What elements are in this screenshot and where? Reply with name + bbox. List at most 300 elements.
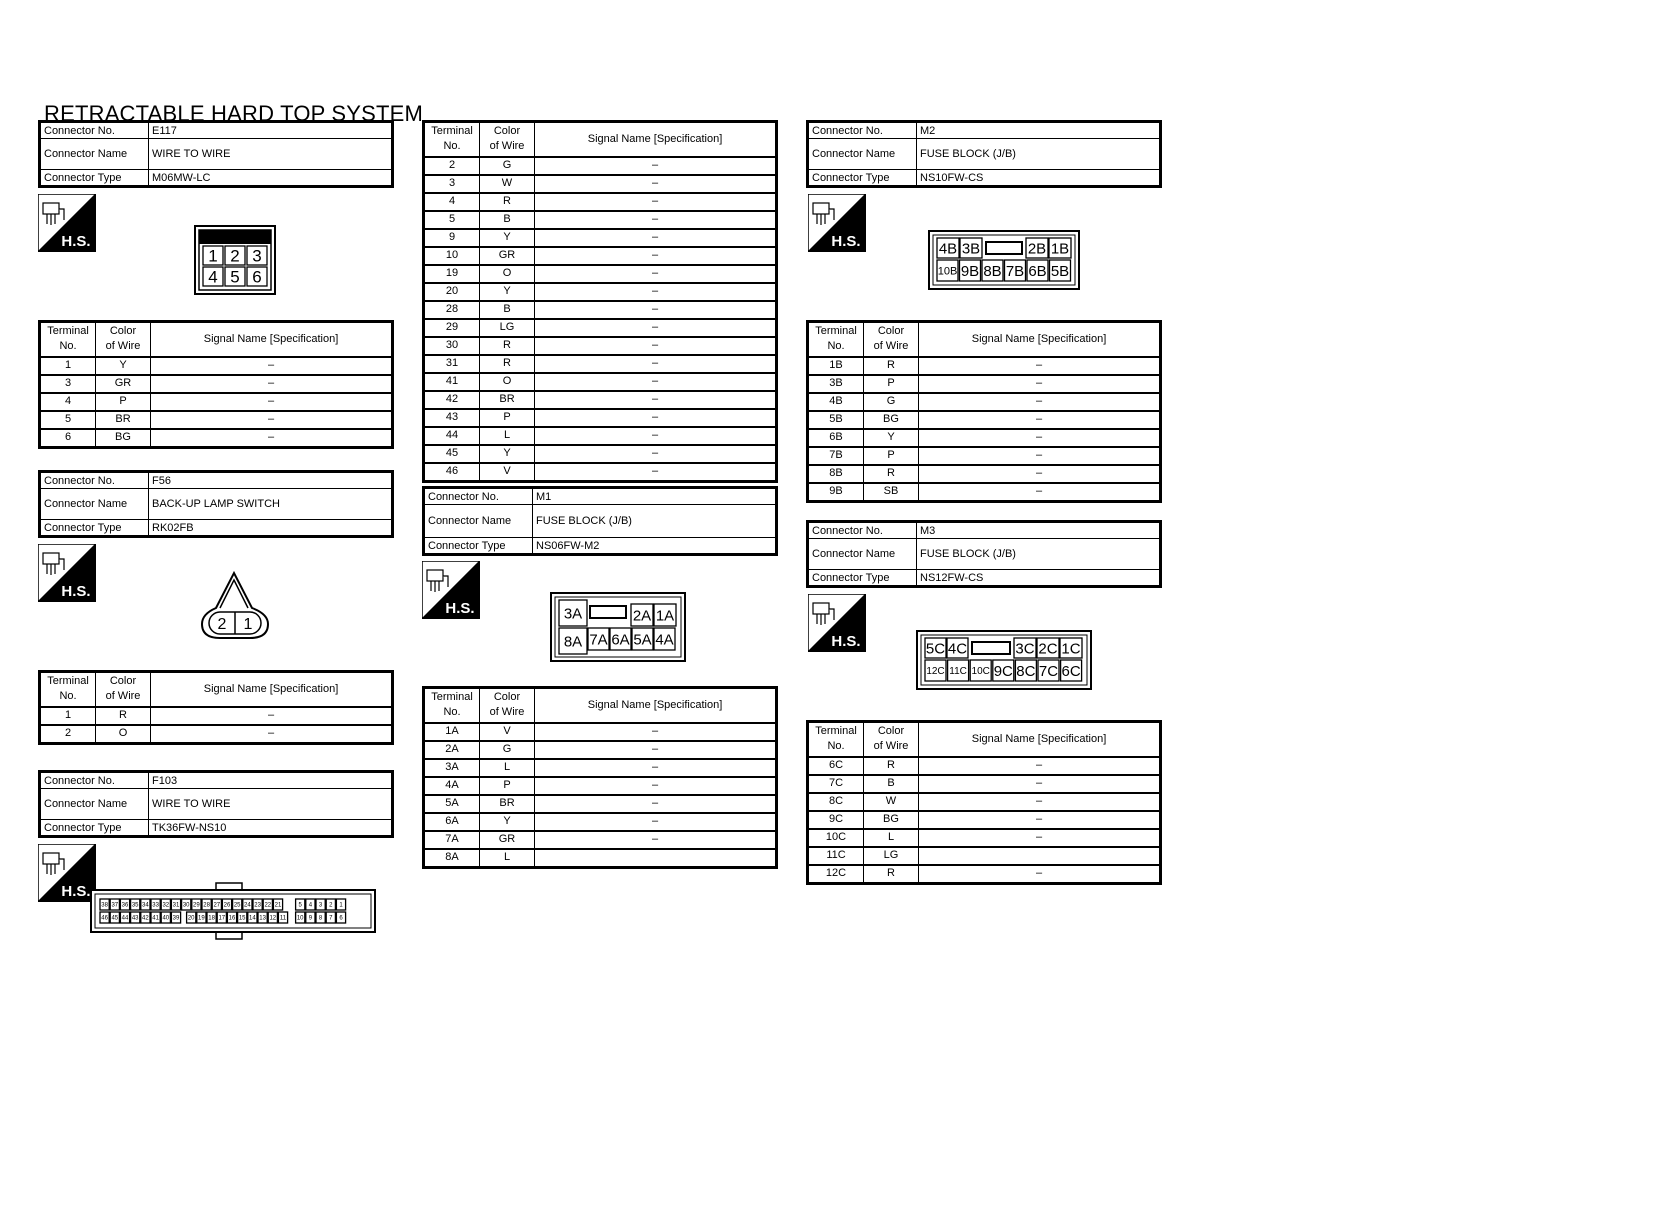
signal-name: – bbox=[151, 375, 392, 393]
connector-diagram-m2 bbox=[928, 230, 1080, 295]
terminal-no-header-2: No. bbox=[827, 340, 845, 353]
pin-label: 1A bbox=[655, 607, 675, 625]
pin-label: 32 bbox=[162, 902, 170, 909]
wire-color: GR bbox=[480, 831, 535, 849]
pin-label: 13 bbox=[259, 915, 266, 922]
label-connector-type: Connector Type bbox=[809, 570, 917, 586]
wire-color: W bbox=[864, 793, 919, 811]
signal-name: – bbox=[535, 337, 776, 355]
connector-type: NS06FW-M2 bbox=[533, 538, 776, 554]
connector-info-f56 bbox=[38, 470, 394, 538]
signal-name: – bbox=[919, 483, 1160, 501]
wire-color: B bbox=[480, 211, 535, 229]
wire-color: Y bbox=[480, 813, 535, 831]
connector-type: RK02FB bbox=[149, 520, 392, 536]
wire-color: G bbox=[480, 157, 535, 175]
wire-color: L bbox=[864, 829, 919, 847]
signal-name: – bbox=[919, 793, 1160, 811]
terminal-no: 6B bbox=[809, 429, 864, 447]
signal-name: – bbox=[535, 265, 776, 283]
terminal-no: 2 bbox=[425, 157, 480, 175]
hs-label: H.S. bbox=[61, 883, 91, 900]
wire-color: L bbox=[480, 849, 535, 867]
pin-label: 2C bbox=[1038, 640, 1058, 658]
terminal-no: 7A bbox=[425, 831, 480, 849]
wire-color: GR bbox=[480, 247, 535, 265]
pin-label: 18 bbox=[208, 915, 215, 922]
connector-type: NS12FW-CS bbox=[917, 570, 1160, 586]
pin-label: 35 bbox=[131, 902, 139, 909]
terminal-no-header: Terminal bbox=[47, 675, 89, 688]
table-row bbox=[809, 393, 1160, 411]
table-row bbox=[41, 357, 392, 375]
connector-diagram-m1 bbox=[550, 592, 686, 667]
table-row bbox=[425, 723, 776, 741]
terminal-no: 4 bbox=[425, 193, 480, 211]
hs-label: H.S. bbox=[61, 233, 91, 250]
terminal-no: 30 bbox=[425, 337, 480, 355]
hs-label: H.S. bbox=[831, 633, 861, 650]
pin-label: 8C bbox=[1016, 662, 1036, 680]
pin-label: 12C bbox=[926, 666, 945, 678]
terminal-no: 1A bbox=[425, 723, 480, 741]
signal-name: – bbox=[535, 463, 776, 481]
wire-color: R bbox=[864, 357, 919, 375]
pin-label: 19 bbox=[198, 915, 205, 922]
terminal-no: 41 bbox=[425, 373, 480, 391]
pin-label: 9C bbox=[993, 662, 1013, 680]
label-connector-no: Connector No. bbox=[425, 489, 533, 505]
terminal-no: 46 bbox=[425, 463, 480, 481]
signal-name: – bbox=[535, 283, 776, 301]
pin-label: 6 bbox=[339, 915, 343, 922]
terminal-no: 6C bbox=[809, 757, 864, 775]
table-row bbox=[41, 707, 392, 725]
connector-info-m3 bbox=[806, 520, 1162, 588]
signal-name: – bbox=[535, 795, 776, 813]
signal-name: – bbox=[535, 175, 776, 193]
table-row bbox=[809, 447, 1160, 465]
table-row bbox=[425, 229, 776, 247]
table-row bbox=[425, 741, 776, 759]
table-row bbox=[425, 355, 776, 373]
table-row bbox=[809, 775, 1160, 793]
pin-label: 2 bbox=[217, 616, 227, 633]
terminal-no-header: Terminal bbox=[431, 691, 473, 704]
pin-label: 36 bbox=[121, 902, 129, 909]
table-row bbox=[809, 375, 1160, 393]
terminal-no: 5 bbox=[425, 211, 480, 229]
wire-color: O bbox=[480, 373, 535, 391]
pin-label: 45 bbox=[111, 915, 119, 922]
color-header: Color bbox=[109, 325, 137, 338]
signal-name: – bbox=[919, 829, 1160, 847]
pin-label: 4 bbox=[208, 267, 218, 287]
color-header-2: of Wire bbox=[105, 690, 141, 703]
terminal-no: 3 bbox=[425, 175, 480, 193]
table-row bbox=[425, 265, 776, 283]
table-row bbox=[809, 411, 1160, 429]
wire-color: O bbox=[480, 265, 535, 283]
table-row bbox=[425, 319, 776, 337]
label-connector-no: Connector No. bbox=[41, 123, 149, 139]
signal-header: Signal Name [Specification] bbox=[535, 689, 776, 723]
label-connector-type: Connector Type bbox=[41, 820, 149, 836]
wire-color: R bbox=[864, 757, 919, 775]
signal-name: – bbox=[919, 393, 1160, 411]
signal-name: – bbox=[535, 319, 776, 337]
page-title: RETRACTABLE HARD TOP SYSTEM bbox=[44, 101, 424, 126]
pin-label: 15 bbox=[238, 915, 246, 922]
pin-label: 4C bbox=[947, 640, 968, 658]
wire-color: SB bbox=[864, 483, 919, 501]
pin-label: 8 bbox=[318, 915, 323, 922]
wire-color: R bbox=[480, 193, 535, 211]
signal-name: – bbox=[919, 465, 1160, 483]
label-connector-no: Connector No. bbox=[41, 773, 149, 789]
signal-name: – bbox=[535, 813, 776, 831]
signal-name: – bbox=[919, 357, 1160, 375]
signal-name: – bbox=[535, 777, 776, 795]
wire-color: Y bbox=[864, 429, 919, 447]
table-row bbox=[41, 429, 392, 447]
signal-name: – bbox=[535, 759, 776, 777]
signal-header: Signal Name [Specification] bbox=[919, 723, 1160, 757]
connector-type: TK36FW-NS10 bbox=[149, 820, 392, 836]
terminal-no: 44 bbox=[425, 427, 480, 445]
label-connector-no: Connector No. bbox=[809, 523, 917, 539]
wire-color: P bbox=[864, 447, 919, 465]
wire-color: GR bbox=[96, 375, 151, 393]
signal-name: – bbox=[919, 447, 1160, 465]
signal-header: Signal Name [Specification] bbox=[151, 323, 392, 357]
table-row bbox=[425, 337, 776, 355]
table-row bbox=[809, 847, 1160, 865]
terminal-no: 31 bbox=[425, 355, 480, 373]
table-row bbox=[809, 757, 1160, 775]
table-row bbox=[809, 429, 1160, 447]
terminal-no: 12C bbox=[809, 865, 864, 883]
color-header: Color bbox=[493, 691, 521, 704]
terminal-no: 7C bbox=[809, 775, 864, 793]
table-row bbox=[425, 831, 776, 849]
label-connector-type: Connector Type bbox=[41, 170, 149, 186]
table-row bbox=[425, 813, 776, 831]
hs-label: H.S. bbox=[61, 583, 91, 600]
terminal-no: 6A bbox=[425, 813, 480, 831]
terminal-no: 3A bbox=[425, 759, 480, 777]
table-row bbox=[809, 483, 1160, 501]
pin-label: 30 bbox=[182, 902, 190, 909]
terminal-no: 4B bbox=[809, 393, 864, 411]
table-row bbox=[425, 427, 776, 445]
pin-label: 24 bbox=[244, 902, 251, 909]
terminal-no: 8B bbox=[809, 465, 864, 483]
terminal-no-header-2: No. bbox=[443, 706, 461, 719]
pin-label: 16 bbox=[228, 915, 236, 922]
wire-color: L bbox=[480, 759, 535, 777]
pin-label: 8B bbox=[983, 262, 1002, 280]
terminal-no: 8A bbox=[425, 849, 480, 867]
pin-label: 2A bbox=[632, 607, 652, 625]
terminal-no: 42 bbox=[425, 391, 480, 409]
connector-info-m1 bbox=[422, 486, 778, 556]
color-header-2: of Wire bbox=[105, 340, 141, 353]
terminal-no-header-2: No. bbox=[59, 340, 77, 353]
wire-color: B bbox=[864, 775, 919, 793]
pin-label: 25 bbox=[233, 902, 241, 909]
signal-name: – bbox=[151, 429, 392, 447]
signal-name: – bbox=[535, 391, 776, 409]
terminal-no-header: Terminal bbox=[815, 325, 857, 338]
pin-label: 2 bbox=[230, 246, 240, 266]
pin-label: 29 bbox=[193, 902, 200, 909]
signal-name: – bbox=[919, 811, 1160, 829]
signal-name: – bbox=[535, 445, 776, 463]
table-row bbox=[41, 393, 392, 411]
pin-label: 17 bbox=[218, 915, 226, 922]
terminal-no: 9 bbox=[425, 229, 480, 247]
pin-label: 10C bbox=[971, 666, 990, 678]
label-connector-name: Connector Name bbox=[809, 539, 917, 570]
signal-header: Signal Name [Specification] bbox=[919, 323, 1160, 357]
terminal-no: 9C bbox=[809, 811, 864, 829]
table-row bbox=[425, 283, 776, 301]
signal-name: – bbox=[535, 229, 776, 247]
signal-name: – bbox=[151, 357, 392, 375]
terminal-table-m2 bbox=[806, 320, 1162, 503]
harness-side-icon bbox=[38, 844, 96, 902]
color-header-2: of Wire bbox=[873, 340, 909, 353]
wire-color: Y bbox=[480, 229, 535, 247]
wire-color: P bbox=[480, 777, 535, 795]
table-row bbox=[809, 357, 1160, 375]
connector-info-f103 bbox=[38, 770, 394, 838]
wire-color: V bbox=[480, 463, 535, 481]
pin-label: 41 bbox=[152, 915, 159, 922]
color-header: Color bbox=[877, 325, 905, 338]
pin-label: 46 bbox=[101, 915, 108, 922]
signal-name: – bbox=[535, 157, 776, 175]
label-connector-name: Connector Name bbox=[809, 139, 917, 170]
terminal-no: 1B bbox=[809, 357, 864, 375]
pin-label: 7A bbox=[589, 631, 608, 649]
pin-label: 31 bbox=[172, 902, 180, 909]
connector-type: M06MW-LC bbox=[149, 170, 392, 186]
wire-color: BR bbox=[480, 391, 535, 409]
pin-label: 3 bbox=[318, 902, 323, 909]
connector-info-m2 bbox=[806, 120, 1162, 188]
connector-name: FUSE BLOCK (J/B) bbox=[533, 505, 776, 538]
terminal-no: 10C bbox=[809, 829, 864, 847]
pin-label: 9B bbox=[960, 262, 980, 280]
terminal-no-header: Terminal bbox=[815, 725, 857, 738]
table-row bbox=[425, 211, 776, 229]
pin-label: 1 bbox=[243, 616, 253, 633]
wire-color: R bbox=[96, 707, 151, 725]
terminal-no: 2A bbox=[425, 741, 480, 759]
pin-label: 27 bbox=[213, 902, 221, 909]
wire-color: R bbox=[864, 465, 919, 483]
wire-color: R bbox=[864, 865, 919, 883]
signal-name: – bbox=[919, 757, 1160, 775]
table-row bbox=[425, 795, 776, 813]
terminal-no: 1 bbox=[41, 357, 96, 375]
pin-label: 14 bbox=[249, 915, 256, 922]
label-connector-type: Connector Type bbox=[425, 538, 533, 554]
pin-label: 1 bbox=[208, 246, 218, 266]
terminal-no-header-2: No. bbox=[59, 690, 77, 703]
pin-label: 10B bbox=[937, 265, 958, 278]
connector-no: M2 bbox=[917, 123, 1160, 139]
terminal-no: 8C bbox=[809, 793, 864, 811]
wire-color: Y bbox=[480, 445, 535, 463]
pin-label: 3 bbox=[252, 246, 262, 266]
signal-name: – bbox=[535, 741, 776, 759]
wire-color: W bbox=[480, 175, 535, 193]
table-row bbox=[425, 247, 776, 265]
wire-color: L bbox=[480, 427, 535, 445]
table-row bbox=[425, 157, 776, 175]
terminal-no: 1 bbox=[41, 707, 96, 725]
harness-side-icon bbox=[808, 194, 866, 252]
terminal-no: 2 bbox=[41, 725, 96, 743]
connector-name: FUSE BLOCK (J/B) bbox=[917, 539, 1160, 570]
pin-label: 1 bbox=[339, 902, 343, 909]
signal-name: – bbox=[535, 373, 776, 391]
pin-label: 42 bbox=[142, 915, 149, 922]
table-row bbox=[425, 175, 776, 193]
table-row bbox=[425, 759, 776, 777]
signal-name: – bbox=[919, 865, 1160, 883]
pin-label: 5A bbox=[633, 631, 652, 649]
pin-label: 5B bbox=[1050, 262, 1070, 280]
harness-side-icon bbox=[38, 194, 96, 252]
pin-label: 40 bbox=[162, 915, 170, 922]
terminal-no: 4A bbox=[425, 777, 480, 795]
pin-label: 7 bbox=[329, 915, 333, 922]
connector-info-e117 bbox=[38, 120, 394, 188]
terminal-no-header: Terminal bbox=[431, 125, 473, 138]
color-header: Color bbox=[877, 725, 905, 738]
wire-color: P bbox=[480, 409, 535, 427]
connector-diagram-f103 bbox=[90, 882, 378, 945]
terminal-no: 3 bbox=[41, 375, 96, 393]
wire-color: BR bbox=[96, 411, 151, 429]
table-row bbox=[809, 829, 1160, 847]
signal-name: – bbox=[535, 723, 776, 741]
harness-side-icon bbox=[808, 594, 866, 652]
terminal-no: 7B bbox=[809, 447, 864, 465]
pin-label: 2B bbox=[1027, 240, 1047, 258]
terminal-no: 9B bbox=[809, 483, 864, 501]
table-row bbox=[425, 777, 776, 795]
table-row bbox=[425, 409, 776, 427]
wire-color: LG bbox=[480, 319, 535, 337]
pin-label: 5C bbox=[925, 640, 946, 658]
label-connector-name: Connector Name bbox=[41, 489, 149, 520]
pin-label: 43 bbox=[131, 915, 139, 922]
label-connector-type: Connector Type bbox=[41, 520, 149, 536]
signal-name: – bbox=[919, 411, 1160, 429]
color-header-2: of Wire bbox=[873, 740, 909, 753]
signal-name: – bbox=[535, 355, 776, 373]
signal-name bbox=[535, 849, 776, 867]
signal-name: – bbox=[535, 247, 776, 265]
table-row bbox=[809, 793, 1160, 811]
terminal-table-f56 bbox=[38, 670, 394, 745]
signal-name: – bbox=[151, 393, 392, 411]
terminal-table-e117 bbox=[38, 320, 394, 449]
pin-label: 3B bbox=[961, 240, 981, 258]
pin-label: 1C bbox=[1061, 640, 1081, 658]
terminal-table-m1 bbox=[422, 686, 778, 869]
signal-name: – bbox=[151, 411, 392, 429]
wire-color: BR bbox=[480, 795, 535, 813]
connector-no: F103 bbox=[149, 773, 392, 789]
table-row bbox=[425, 373, 776, 391]
signal-name: – bbox=[919, 429, 1160, 447]
signal-name: – bbox=[535, 301, 776, 319]
pin-label: 6A bbox=[611, 631, 630, 649]
connector-name: WIRE TO WIRE bbox=[149, 139, 392, 170]
wire-color: V bbox=[480, 723, 535, 741]
pin-label: 44 bbox=[121, 915, 129, 922]
signal-name bbox=[919, 847, 1160, 865]
signal-name: – bbox=[535, 409, 776, 427]
wire-color: R bbox=[480, 355, 535, 373]
table-row bbox=[41, 375, 392, 393]
wire-color: R bbox=[480, 337, 535, 355]
pin-label: 12 bbox=[269, 915, 277, 922]
pin-label: 3A bbox=[563, 605, 583, 623]
pin-label: 2 bbox=[329, 902, 333, 909]
terminal-no: 20 bbox=[425, 283, 480, 301]
terminal-table-m3 bbox=[806, 720, 1162, 885]
table-row bbox=[809, 465, 1160, 483]
color-header: Color bbox=[109, 675, 137, 688]
signal-name: – bbox=[535, 427, 776, 445]
signal-name: – bbox=[535, 211, 776, 229]
terminal-table-f103 bbox=[422, 120, 778, 483]
pin-label: 28 bbox=[203, 902, 210, 909]
label-connector-name: Connector Name bbox=[425, 505, 533, 538]
color-header-2: of Wire bbox=[489, 140, 525, 153]
terminal-no: 6 bbox=[41, 429, 96, 447]
pin-label: 5 bbox=[298, 902, 302, 909]
terminal-no: 5 bbox=[41, 411, 96, 429]
pin-label: 7C bbox=[1038, 662, 1059, 680]
pin-label: 39 bbox=[172, 915, 180, 922]
table-row bbox=[41, 725, 392, 743]
connector-diagram-m3 bbox=[916, 630, 1092, 695]
pin-label: 1B bbox=[1050, 240, 1070, 258]
pin-label: 10 bbox=[296, 915, 304, 922]
pin-label: 23 bbox=[254, 902, 261, 909]
pin-label: 37 bbox=[111, 902, 119, 909]
wire-color: O bbox=[96, 725, 151, 743]
terminal-no: 5A bbox=[425, 795, 480, 813]
hs-label: H.S. bbox=[831, 233, 861, 250]
terminal-no: 43 bbox=[425, 409, 480, 427]
connector-name: FUSE BLOCK (J/B) bbox=[917, 139, 1160, 170]
terminal-no: 19 bbox=[425, 265, 480, 283]
connector-name: BACK-UP LAMP SWITCH bbox=[149, 489, 392, 520]
pin-label: 6C bbox=[1061, 662, 1081, 680]
pin-label: 4A bbox=[655, 631, 674, 649]
table-row bbox=[809, 811, 1160, 829]
signal-name: – bbox=[919, 375, 1160, 393]
